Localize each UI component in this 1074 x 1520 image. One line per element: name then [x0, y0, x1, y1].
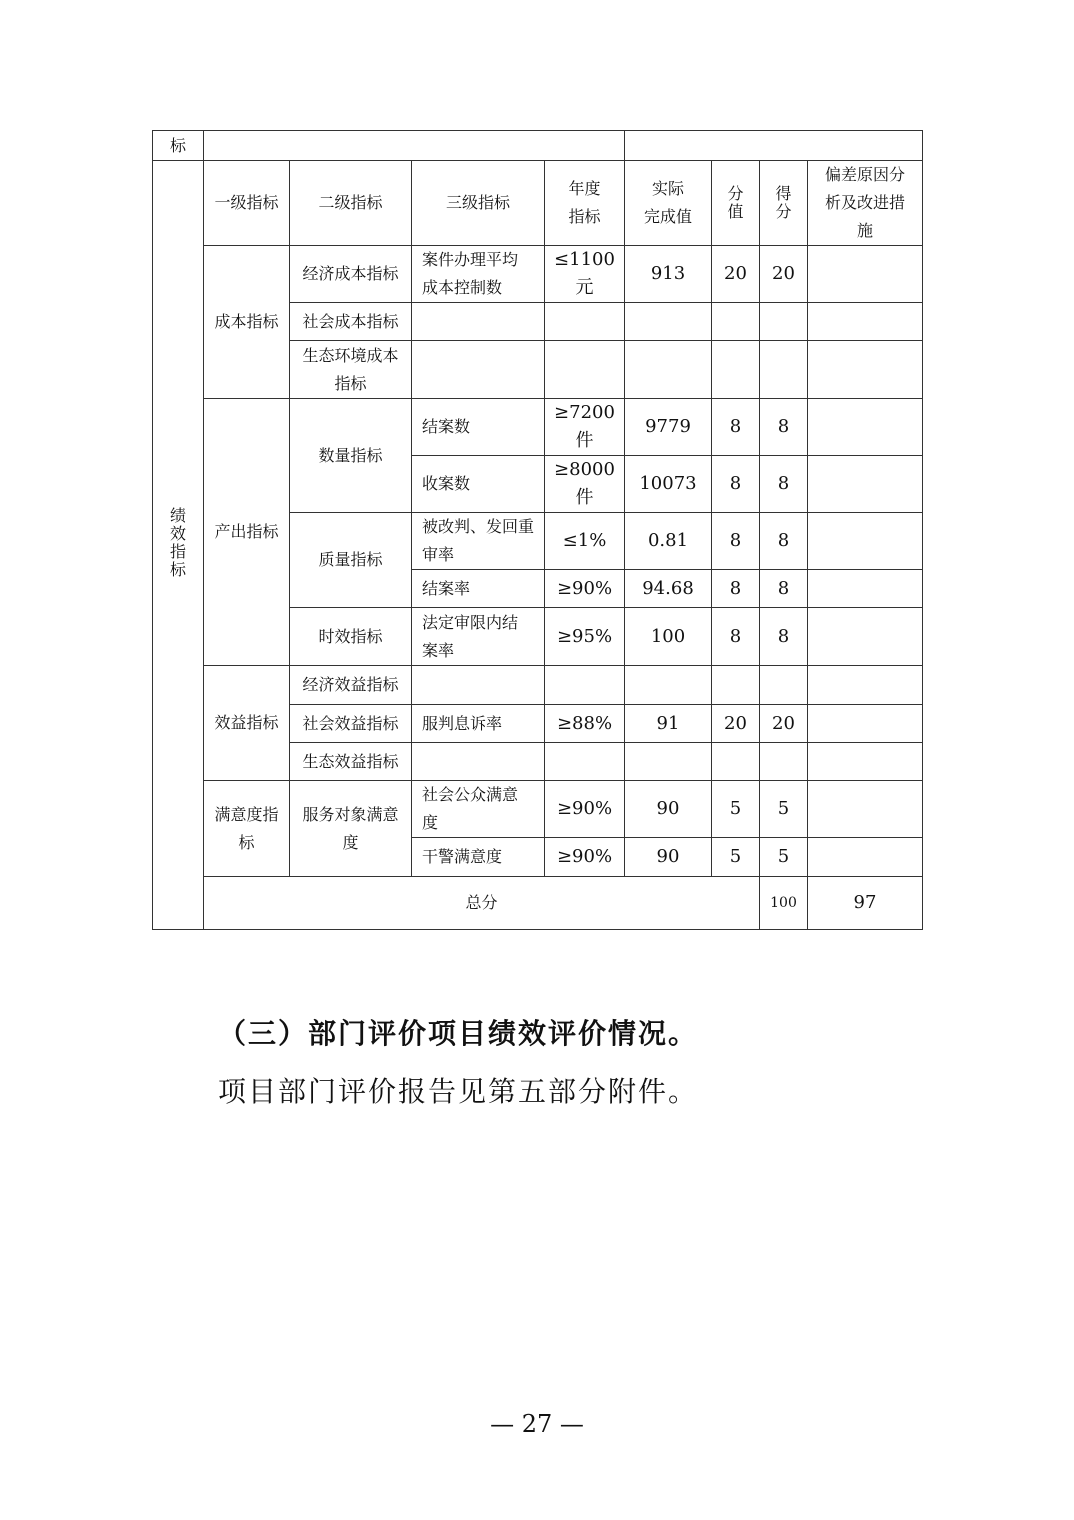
indicator-cell: 结案数: [412, 399, 545, 456]
subgroup-eco-cost: 生态环境成本 指标: [290, 341, 412, 399]
actual-cell: 0.81: [625, 513, 712, 570]
target-cell: ≥7200 件: [545, 399, 625, 456]
actual-cell: 100: [625, 608, 712, 666]
subgroup-social-cost: 社会成本指标: [290, 303, 412, 341]
actual-cell: 10073: [625, 456, 712, 513]
top-label-cell: 标: [153, 131, 204, 161]
empty-cell: [204, 131, 625, 161]
score-cell: 5: [760, 781, 808, 838]
group-output: 产出指标: [204, 399, 290, 666]
deviation-cell: [808, 399, 923, 456]
points-cell: 8: [712, 570, 760, 608]
deviation-cell: [808, 838, 923, 877]
subgroup-econ-benefit: 经济效益指标: [290, 666, 412, 705]
deviation-cell: [808, 608, 923, 666]
deviation-cell: [808, 570, 923, 608]
score-cell: 8: [760, 456, 808, 513]
table-row: [153, 246, 923, 303]
target-cell: ≥90%: [545, 781, 625, 838]
total-points: 100: [760, 877, 808, 930]
subgroup-quantity: 数量指标: [290, 399, 412, 513]
header-actual-value: 实际 完成值: [625, 161, 712, 246]
header-points: 分 值: [712, 161, 760, 246]
score-cell: 8: [760, 513, 808, 570]
points-cell: 8: [712, 608, 760, 666]
group-satisfaction: 满意度指 标: [204, 781, 290, 877]
page-number: — 27 —: [490, 1410, 584, 1438]
score-cell: 8: [760, 399, 808, 456]
section-label-cell: 绩效指标: [153, 161, 204, 930]
section-heading: （三）部门评价项目绩效评价情况。: [218, 1017, 699, 1050]
target-cell: ≥90%: [545, 838, 625, 877]
subgroup-quality: 质量指标: [290, 513, 412, 608]
table-row: [153, 399, 923, 456]
score-cell: 20: [760, 705, 808, 743]
deviation-cell: [808, 513, 923, 570]
subgroup-timeliness: 时效指标: [290, 608, 412, 666]
actual-cell: 9779: [625, 399, 712, 456]
actual-cell: 91: [625, 705, 712, 743]
total-row: [153, 877, 923, 930]
actual-cell: 90: [625, 781, 712, 838]
section-body: 项目部门评价报告见第五部分附件。: [218, 1075, 699, 1108]
target-cell: ≤1100 元: [545, 246, 625, 303]
indicator-cell: 服判息诉率: [412, 705, 545, 743]
table-row: [153, 666, 923, 705]
target-cell: ≥95%: [545, 608, 625, 666]
empty-cell: [625, 131, 923, 161]
deviation-cell: [808, 781, 923, 838]
points-cell: 8: [712, 399, 760, 456]
deviation-cell: [808, 246, 923, 303]
table-row: [153, 781, 923, 838]
group-benefit: 效益指标: [204, 666, 290, 781]
indicator-cell: 法定审限内结 案率: [412, 608, 545, 666]
header-annual-target: 年度 指标: [545, 161, 625, 246]
indicator-cell: 案件办理平均 成本控制数: [412, 246, 545, 303]
header-score: 得 分: [760, 161, 808, 246]
points-cell: 8: [712, 456, 760, 513]
indicator-cell: 社会公众满意 度: [412, 781, 545, 838]
points-cell: 20: [712, 246, 760, 303]
indicator-cell: 结案率: [412, 570, 545, 608]
total-label: 总分: [204, 877, 760, 930]
total-score: 97: [808, 877, 923, 930]
subgroup-eco-benefit: 生态效益指标: [290, 743, 412, 781]
actual-cell: 913: [625, 246, 712, 303]
deviation-cell: [808, 705, 923, 743]
points-cell: 5: [712, 781, 760, 838]
actual-cell: 90: [625, 838, 712, 877]
points-cell: 5: [712, 838, 760, 877]
target-cell: ≥90%: [545, 570, 625, 608]
group-cost: 成本指标: [204, 246, 290, 399]
subgroup-service: 服务对象满意 度: [290, 781, 412, 877]
points-cell: 20: [712, 705, 760, 743]
target-cell: ≤1%: [545, 513, 625, 570]
header-level2: 二级指标: [290, 161, 412, 246]
deviation-cell: [808, 456, 923, 513]
subgroup-econ-cost: 经济成本指标: [290, 246, 412, 303]
points-cell: 8: [712, 513, 760, 570]
header-deviation: 偏差原因分 析及改进措 施: [808, 161, 923, 246]
indicator-cell: 被改判、发回重 审率: [412, 513, 545, 570]
header-level1: 一级指标: [204, 161, 290, 246]
target-cell: ≥88%: [545, 705, 625, 743]
indicator-cell: 干警满意度: [412, 838, 545, 877]
score-cell: 8: [760, 570, 808, 608]
score-cell: 5: [760, 838, 808, 877]
actual-cell: 94.68: [625, 570, 712, 608]
target-cell: ≥8000 件: [545, 456, 625, 513]
score-cell: 20: [760, 246, 808, 303]
score-cell: 8: [760, 608, 808, 666]
performance-table: [152, 130, 923, 930]
header-level3: 三级指标: [412, 161, 545, 246]
subgroup-social-benefit: 社会效益指标: [290, 705, 412, 743]
indicator-cell: 收案数: [412, 456, 545, 513]
